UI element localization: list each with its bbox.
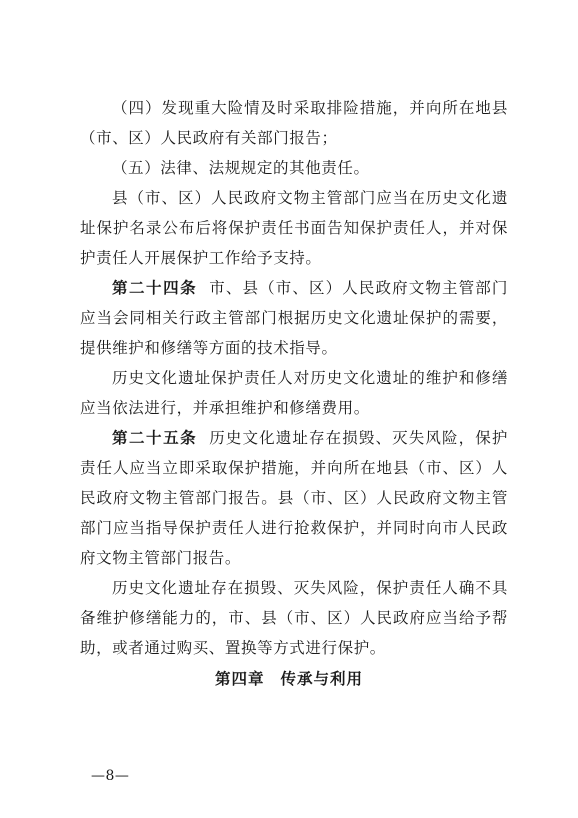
paragraph-text: （五）法律、法规规定的其他责任。 [112, 159, 370, 177]
paragraph [80, 93, 508, 153]
document-body [80, 93, 508, 663]
paragraph-text: 历史文化遗址保护责任人对历史文化遗址的维护和修缮应当依法进行，并承担维护和修缮费用。 [80, 369, 508, 417]
chapter-heading [0, 667, 578, 689]
paragraph [80, 273, 508, 363]
page-number: —8— [91, 768, 130, 784]
paragraph-text: 历史文化遗址存在损毁、灭失风险，保护责任人应当立即采取保护措施，并向所在地县（市、区）人民政府文物主管部门报告。县（市、区）人民政府文物主管部门应当指导保护责任人进行抢救保护，并同时向市人民政府文物主管部门报告。 [80, 429, 508, 567]
paragraph [80, 363, 508, 423]
chapter-title: 传承与利用 [280, 670, 364, 688]
article-number: 第二十五条 [112, 429, 198, 447]
chapter-number: 第四章 [214, 670, 265, 688]
article-number: 第二十四条 [112, 279, 198, 297]
paragraph [80, 423, 508, 573]
paragraph [80, 183, 508, 273]
paragraph-text: （四）发现重大险情及时采取排险措施，并向所在地县（市、区）人民政府有关部门报告； [80, 99, 508, 147]
paragraph-text: 历史文化遗址存在损毁、灭失风险，保护责任人确不具备维护修缮能力的，市、县（市、区）人民政府应当给予帮助，或者通过购买、置换等方式进行保护。 [80, 579, 508, 657]
paragraph-text: 县（市、区）人民政府文物主管部门应当在历史文化遗址保护名录公布后将保护责任书面告知保护责任人，并对保护责任人开展保护工作给予支持。 [80, 189, 508, 267]
paragraph [80, 153, 508, 183]
paragraph [80, 573, 508, 663]
paragraph-text: 市、县（市、区）人民政府文物主管部门应当会同相关行政主管部门根据历史文化遗址保护的需要，提供维护和修缮等方面的技术指导。 [80, 279, 508, 357]
